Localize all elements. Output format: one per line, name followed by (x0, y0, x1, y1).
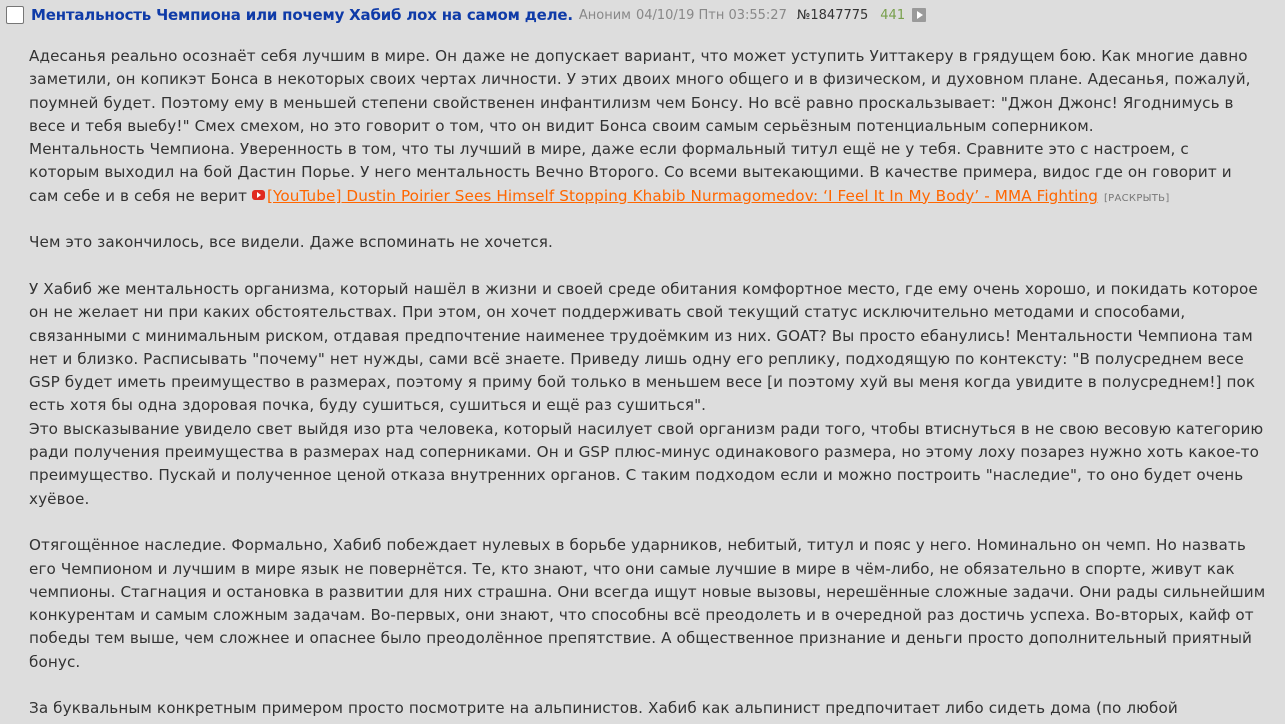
youtube-link[interactable]: [YouTube] Dustin Poirier Sees Himself Stopping Khabib Nurmagomedov: ‘I Feel It In My Body’ - MMA Fighting (266, 186, 1098, 205)
body-line-prefix: сам себе и в себя не верит (29, 186, 252, 205)
body-line: бонус. (29, 652, 81, 671)
body-line: преимущество. Пускай и полученное ценой отказа внутренних органов. С таким подходом если и можно построить "наследие", то оно будет очень (29, 466, 1244, 485)
body-line: ради получения преимущества в размерах над соперниками. Он и GSP плюс-минус одинакового размера, но этому лоху позарез нужно хоть какое-то (29, 443, 1260, 462)
body-line: За буквальным конкретным примером просто посмотрите на альпинистов. Хабиб как альпинист предпочитает либо сидеть дома (по любой (29, 699, 1178, 718)
body-line: поумней будет. Поэтому ему в меньшей степени свойственен инфантилизм чем Бонсу. Но всё равно проскальзывает: "Джон Джонс! Ягоднимусь в (29, 93, 1234, 112)
post-author: Аноним (578, 7, 631, 23)
body-line: Адесанья реально осознаёт себя лучшим в мире. Он даже не допускает вариант, что может уступить Уиттакеру в грядущем бою. Как многие давно (29, 47, 1248, 65)
expand-link[interactable]: [РАСКРЫТЬ] (1103, 192, 1170, 204)
body-line: заметили, он копикэт Бонса в некоторых своих чертах личности. У этих двоих много общего и в физическом, и духовном плане. Адесанья, пожалуй, (29, 70, 1251, 89)
play-triangle-icon[interactable] (912, 8, 926, 22)
body-line: чемпионы. Стагнация и остановка в развитии для них страшна. Они всегда ищут новые вызовы, нерешённые сложные задачи. Они рады сильнейшим (29, 582, 1266, 601)
post-header (6, 4, 926, 26)
body-line: победы тем выше, чем сложнее и опаснее было преодолённое препятствие. А общественное признание и деньги просто дополнительный приятный (29, 629, 1253, 648)
body-line: есть хотя бы одна здоровая почка, буду сушиться, сушиться и ещё раз сушиться". (29, 396, 707, 415)
body-line: Отягощённое наследие. Формально, Хабиб побеждает нулевых в борьбе ударников, небитый, титул и пояс у него. Номинально он чемп. Но назвать (29, 536, 1246, 555)
post-date: 04/10/19 Птн 03:55:27 (635, 7, 787, 23)
body-line: хуёвое. (29, 489, 90, 508)
body-line: У Хабиб же ментальность организма, который нашёл в жизни и своей среде обитания комфортное место, где ему очень хорошо, и покидать которое (29, 279, 1258, 298)
body-line: GSP будет иметь преимущество в размерах, поэтому я приму бой только в меньшем весе [и поэтому хуй вы меня когда увидите в полусреднем!] пок (29, 373, 1256, 392)
post-title: Ментальность Чемпиона или почему Хабиб лох на самом деле. (31, 6, 573, 24)
post-body (29, 45, 1285, 721)
select-post-checkbox[interactable] (6, 6, 24, 24)
reply-count: 441 (880, 7, 906, 23)
youtube-icon (252, 190, 265, 200)
body-line: которым выходил на бой Дастин Порье. У него ментальность Вечно Второго. Со всеми вытекающими. В качестве примера, видос где он говорит и (29, 163, 1232, 182)
paragraph-gap (29, 208, 1285, 231)
body-line: Ментальность Чемпиона. Уверенность в том, что ты лучший в мире, даже если формальный титул ещё не у тебя. Сравните это с настроем, с (29, 140, 1189, 159)
paragraph-gap (29, 674, 1285, 697)
body-line-with-link (29, 185, 1285, 208)
body-line: весе и тебя выебу!" Смех смехом, но это говорит о том, что он видит Бонса своим самым серьёзным потенциальным соперником. (29, 116, 1094, 135)
body-line: Чем это закончилось, все видели. Даже вспоминать не хочется. (29, 233, 553, 252)
post-number-link[interactable]: №1847775 (796, 7, 869, 23)
body-line: нет и близко. Расписывать "почему" нет нужды, сами всё знаете. Приведу лишь одну его реплику, подходящую по контексту: "В полусреднем весе (29, 349, 1244, 368)
body-line: связанными с минимальным риском, отдавая предпочтение наименее трудоёмким из них. GOAT? Вы просто ебанулись! Ментальности Чемпиона там (29, 326, 1253, 345)
body-line: он не желает ни при каких обстоятельствах. При этом, он хочет поддерживать свой текущий статус исключительно методами и способами, (29, 303, 1186, 322)
body-line: конкурентам и самым сложным задачам. Во-первых, они знают, что способны всё преодолеть и в очередной раз достичь успеха. Во-вторых, кайф от (29, 606, 1254, 625)
paragraph-gap (29, 255, 1285, 278)
body-line: Это высказывание увидело свет выйдя изо рта человека, который насилует свой организм ради того, чтобы втиснуться в не свою весовую категорию (29, 419, 1264, 438)
paragraph-gap (29, 511, 1285, 534)
body-line: его Чемпионом и лучшим в мире язык не повернётся. Те, кто знают, что они самые лучшие в мире в чём-либо, не обязательно в спорте, живут как (29, 559, 1235, 578)
